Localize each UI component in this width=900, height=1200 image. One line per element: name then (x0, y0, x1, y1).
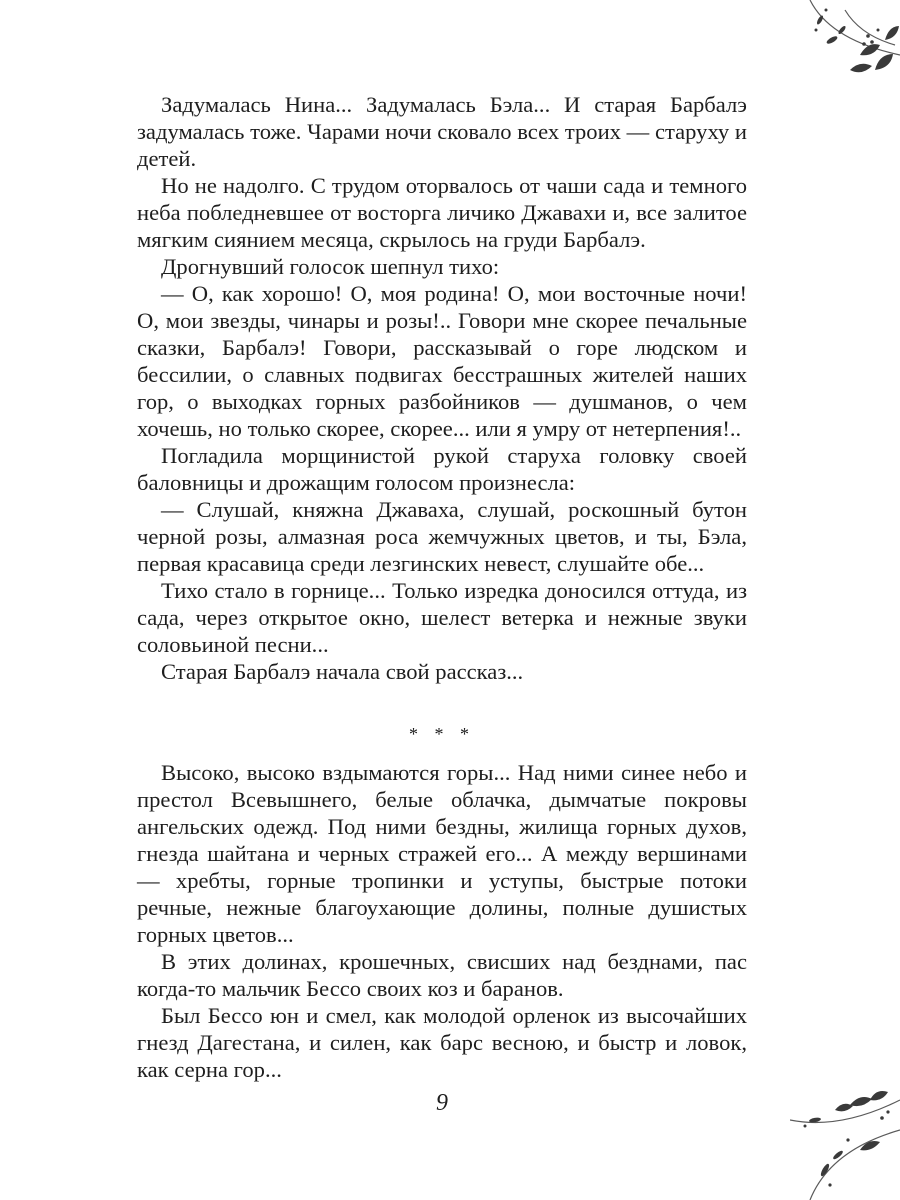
paragraph: Задумалась Нина... Задумалась Бэла... И старая Барбалэ задумалась тоже. Чарами ночи сковало всех троих — старуху и детей. (137, 92, 747, 171)
paragraph: В этих долинах, крошечных, свисших над безднами, пас когда-то мальчик Бессо своих коз и баранов. (137, 949, 747, 1001)
paragraph: Был Бессо юн и смел, как молодой орленок из высочайших гнезд Дагестана, и силен, как барс весною, и быстр и ловок, как серна гор... (137, 1003, 747, 1082)
text-section-1 (137, 91, 747, 685)
floral-ornament-top (790, 0, 900, 100)
page-number: 9 (436, 1090, 448, 1116)
paragraph: Старая Барбалэ начала свой рассказ... (161, 659, 524, 684)
paragraph: Но не надолго. С трудом оторвалось от чаши сада и темного неба побледневшее от восторга личико Джавахи и, все залитое мягким сиянием месяца, скрылось на груди Барбалэ. (137, 173, 747, 252)
paragraph: Высоко, высоко вздымаются горы... Над ними синее небо и престол Всевышнего, белые облачка, дымчатые покровы ангельских одежд. Под ними бездны, жилища горных духов, гнезда шайтана и черных стражей его... А между вершинами — хребты, горные тропинки и уступы, быстрые потоки речные, нежные благоухающие долины, полные душистых горных цветов... (137, 760, 747, 947)
paragraph: Тихо стало в горнице... Только изредка доносился оттуда, из сада, через открытое окно, шелест ветерка и нежные звуки соловьиной песни... (137, 578, 747, 657)
section-separator: * * * (409, 724, 475, 744)
paragraph: Погладила морщинистой рукой старуха головку своей баловницы и дрожащим голосом произнесла: (137, 443, 747, 495)
paragraph: — Слушай, княжна Джаваха, слушай, роскошный бутон черной розы, алмазная роса жемчужных цветов, и ты, Бэла, первая красавица среди лезгинских невест, слушайте обе... (137, 497, 747, 576)
text-section-2 (137, 759, 747, 1083)
floral-ornament-bottom (790, 1090, 900, 1200)
paragraph: — О, как хорошо! О, моя родина! О, мои восточные ночи! О, мои звезды, чинары и розы!.. Говори мне скорее печальные сказки, Барбалэ! Говори, рассказывай о горе людском и бессилии, о славных подвигах бесстрашных жителей наших гор, о выходках горных разбойников — душманов, о чем хочешь, но только скорее, скорее... или я умру от нетерпения!.. (137, 281, 747, 441)
paragraph: Дрогнувший голосок шепнул тихо: (161, 254, 500, 279)
